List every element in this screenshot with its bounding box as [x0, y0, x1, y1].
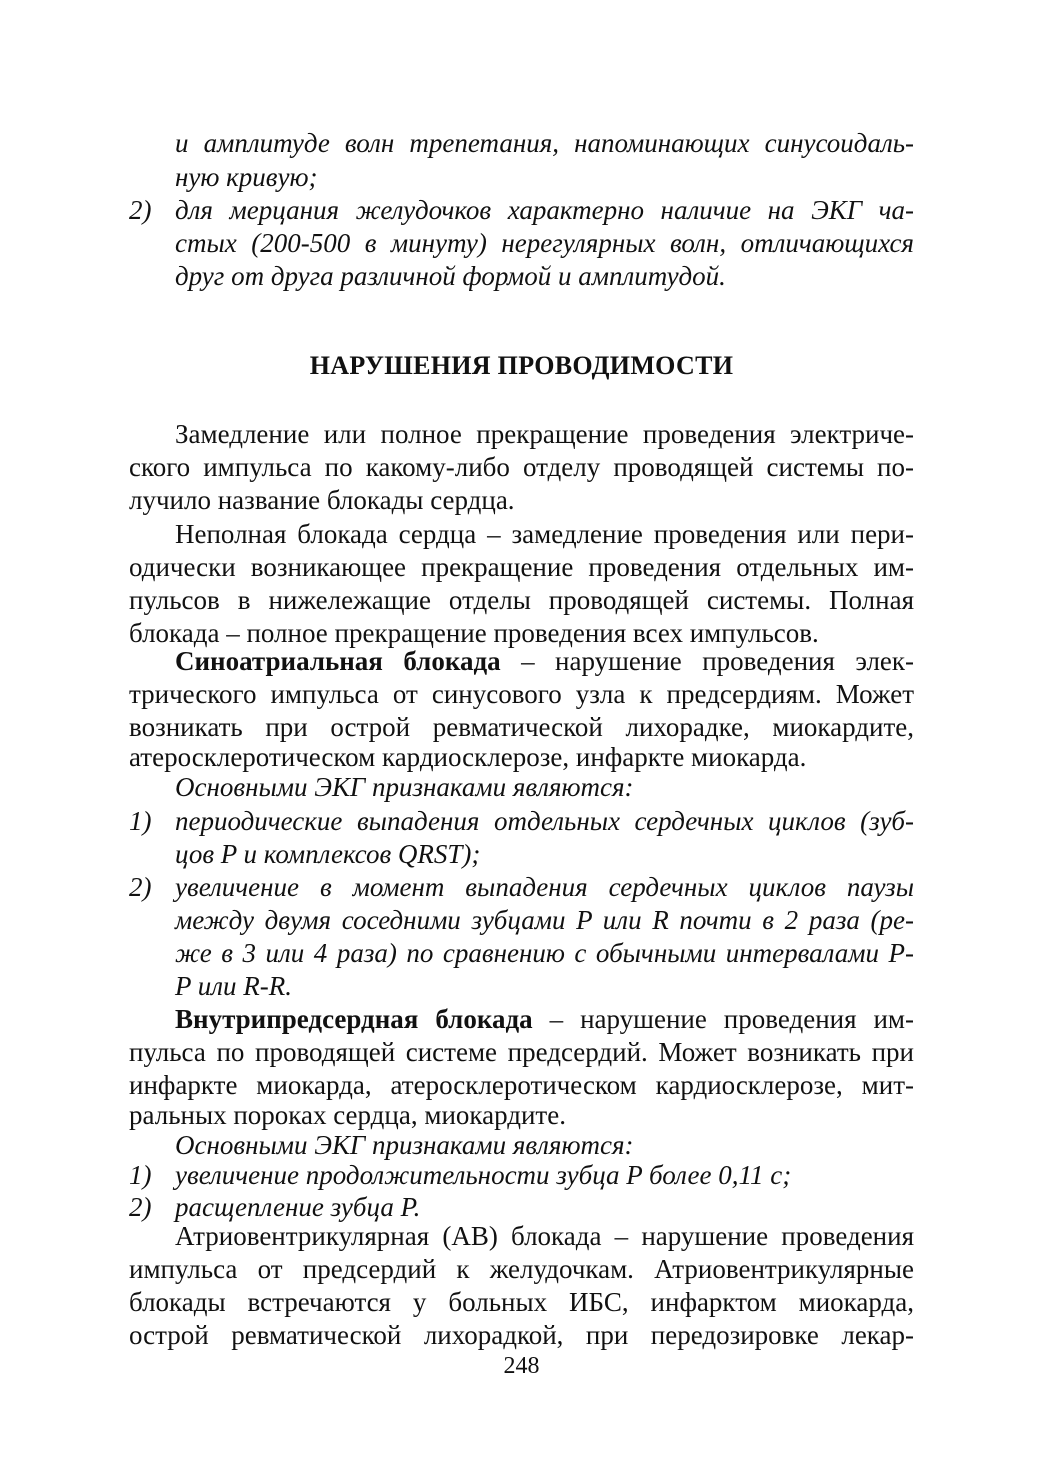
list-item-line: цов P и комплексов QRST); [175, 839, 481, 869]
paragraph-line: трического импульса от синусового узла к предсердиям. Может [129, 679, 914, 709]
paragraph-line: Неполная блокада сердца – замедление проведения или пери- [175, 519, 914, 549]
list-item-line: же в 3 или 4 раза) по сравнению с обычными интервалами P- [175, 938, 914, 968]
paragraph-line: атеросклеротическом кардиосклерозе, инфаркте миокарда. [129, 742, 807, 772]
paragraph-line: возникать при острой ревматической лихорадке, миокардите, [129, 712, 914, 742]
list-item-line: P или R-R. [175, 971, 293, 1001]
list-item-line: 2) расщепление зубца P. [129, 1192, 421, 1222]
paragraph-line: инфаркте миокарда, атеросклеротическом кардиосклерозе, мит- [129, 1070, 914, 1100]
signs-intro: Основными ЭКГ признаками являются: [175, 772, 634, 802]
paragraph-line: одически возникающее прекращение проведения отдельных им- [129, 552, 914, 582]
list-number: 2) [129, 1192, 152, 1222]
list-item-line: и амплитуде волн трепетания, напоминающих синусоидаль- [175, 128, 914, 158]
list-item-line: стых (200-500 в минуту) нерегулярных волн, отличающихся [175, 228, 914, 258]
paragraph-line: ского импульса по какому-либо отделу проводящей системы по- [129, 452, 914, 482]
paragraph-line: Замедление или полное прекращение проведения электриче- [175, 419, 914, 449]
list-item-line: 1) периодические выпадения отдельных сердечных циклов (зуб- [129, 806, 914, 836]
paragraph-line: ральных пороках сердца, миокардите. [129, 1100, 566, 1130]
list-item-line: между двумя соседними зубцами P или R почти в 2 раза (ре- [175, 905, 914, 935]
section-heading: НАРУШЕНИЯ ПРОВОДИМОСТИ [309, 351, 734, 380]
list-number: 1) [129, 1160, 152, 1190]
paragraph-line: лучило название блокады сердца. [129, 485, 515, 515]
paragraph-line: блокады встречаются у больных ИБС, инфарктом миокарда, [129, 1287, 914, 1317]
paragraph-line: Внутрипредсердная блокада – нарушение проведения им- [175, 1004, 915, 1034]
list-item-line: 1) увеличение продолжительности зубца P более 0,11 с; [129, 1160, 792, 1190]
term-intra-atrial-block: Внутрипредсердная блокада [175, 1004, 533, 1034]
list-item-line: 2) для мерцания желудочков характерно наличие на ЭКГ ча- [129, 195, 914, 225]
list-number: 2) [129, 195, 152, 225]
list-number: 2) [129, 872, 152, 902]
paragraph-line: Синоатриальная блокада – нарушение проведения элек- [175, 646, 915, 676]
paragraph-line: импульса от предсердий к желудочкам. Атриовентрикулярные [129, 1254, 914, 1284]
paragraph-line: пульсов в нижележащие отделы проводящей системы. Полная [129, 585, 914, 615]
list-number: 1) [129, 806, 152, 836]
list-item-line: ную кривую; [175, 162, 318, 192]
list-item-line: 2) увеличение в момент выпадения сердечных циклов паузы [129, 872, 914, 902]
page-number: 248 [503, 1353, 540, 1379]
paragraph-line: блокада – полное прекращение проведения всех импульсов. [129, 618, 819, 648]
signs-intro: Основными ЭКГ признаками являются: [175, 1130, 634, 1160]
paragraph-line: острой ревматической лихорадкой, при передозировке лекар- [129, 1320, 914, 1350]
paragraph-line: Атриовентрикулярная (АВ) блокада – нарушение проведения [175, 1221, 914, 1251]
paragraph-line: пульса по проводящей системе предсердий. Может возникать при [129, 1037, 914, 1067]
list-item-line: друг от друга различной формой и амплитудой. [175, 261, 726, 291]
term-sinoatrial-block: Синоатриальная блокада [175, 646, 501, 676]
